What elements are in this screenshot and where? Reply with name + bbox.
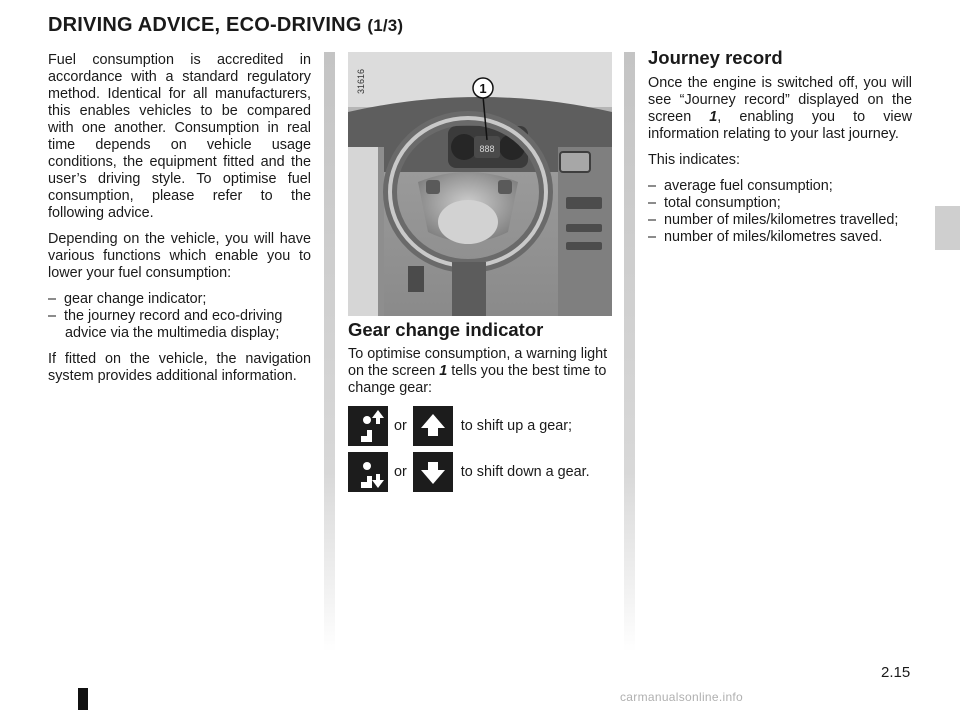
journey-record-heading: Journey record [648, 47, 783, 68]
list-item: – number of miles/kilometres travelled; [648, 212, 912, 229]
screen-reference: 1 [709, 109, 718, 125]
list-item: – average fuel consumption; [648, 178, 912, 195]
column-divider-left [324, 52, 335, 652]
shift-up-row [348, 406, 612, 446]
dashboard-photo [348, 52, 612, 316]
gear-change-heading: Gear change indicator [348, 319, 544, 340]
page-number: 2.15 [881, 664, 911, 681]
intro-paragraph: Fuel consumption is accredited in accordance with a standard regulatory method. Identical for all manufacturers, this enables vehicles to be compared with one another. Consumption in real time depends on vehicle usage conditions, the equipment fitted and the user’s driving style. To optimise fuel consumption, please refer to the following advice. [48, 52, 311, 221]
page-title [48, 14, 403, 37]
watermark: carmanualsonline.info [620, 690, 744, 704]
photo-reference-number: 31616 [356, 68, 366, 94]
shift-down-text: to shift down a gear. [460, 463, 590, 480]
or-label: or [394, 417, 407, 434]
column-divider-right [624, 52, 635, 652]
page-title-main: DRIVING ADVICE, ECO-DRIVING [48, 14, 362, 36]
section-tab-marker [935, 206, 960, 250]
screen-reference: 1 [439, 363, 448, 379]
list-item: – total consumption; [648, 195, 912, 212]
journey-record-paragraph: Once the engine is switched off, you will see “Journey record” displayed on the screen 1, enabling you to view information relating to your last journey. [648, 75, 912, 142]
list-item: – the journey record and eco-driving advice via the multimedia display; [48, 308, 311, 342]
left-column [48, 52, 311, 394]
journey-record-section [648, 49, 912, 255]
callout-1: 1 [479, 81, 487, 96]
dashboard-illustration [348, 52, 612, 316]
page-title-part: (1/3) [367, 16, 404, 35]
list-item: – gear change indicator; [48, 291, 311, 308]
gear-down-stairs-icon [348, 452, 388, 492]
corner-crop-mark [78, 688, 88, 710]
gear-change-section [348, 321, 612, 498]
shift-down-row [348, 452, 612, 492]
functions-list [48, 291, 311, 342]
list-item: – number of miles/kilometres saved. [648, 229, 912, 246]
navigation-paragraph: If fitted on the vehicle, the navigation system provides additional information. [48, 351, 311, 384]
gear-change-intro: To optimise consumption, a warning light on the screen 1 tells you the best time to change gear: [348, 346, 608, 396]
functions-paragraph: Depending on the vehicle, you will have various functions which enable you to lower your fuel consumption: [48, 231, 311, 281]
shift-up-text: to shift up a gear; [460, 417, 572, 434]
indicates-paragraph: This indicates: [648, 152, 740, 168]
arrow-down-icon [413, 452, 453, 492]
or-label: or [394, 463, 407, 480]
journey-record-list [648, 178, 912, 246]
gear-up-stairs-icon [348, 406, 388, 446]
screen-readout: 888 [479, 144, 495, 154]
arrow-up-icon [413, 406, 453, 446]
